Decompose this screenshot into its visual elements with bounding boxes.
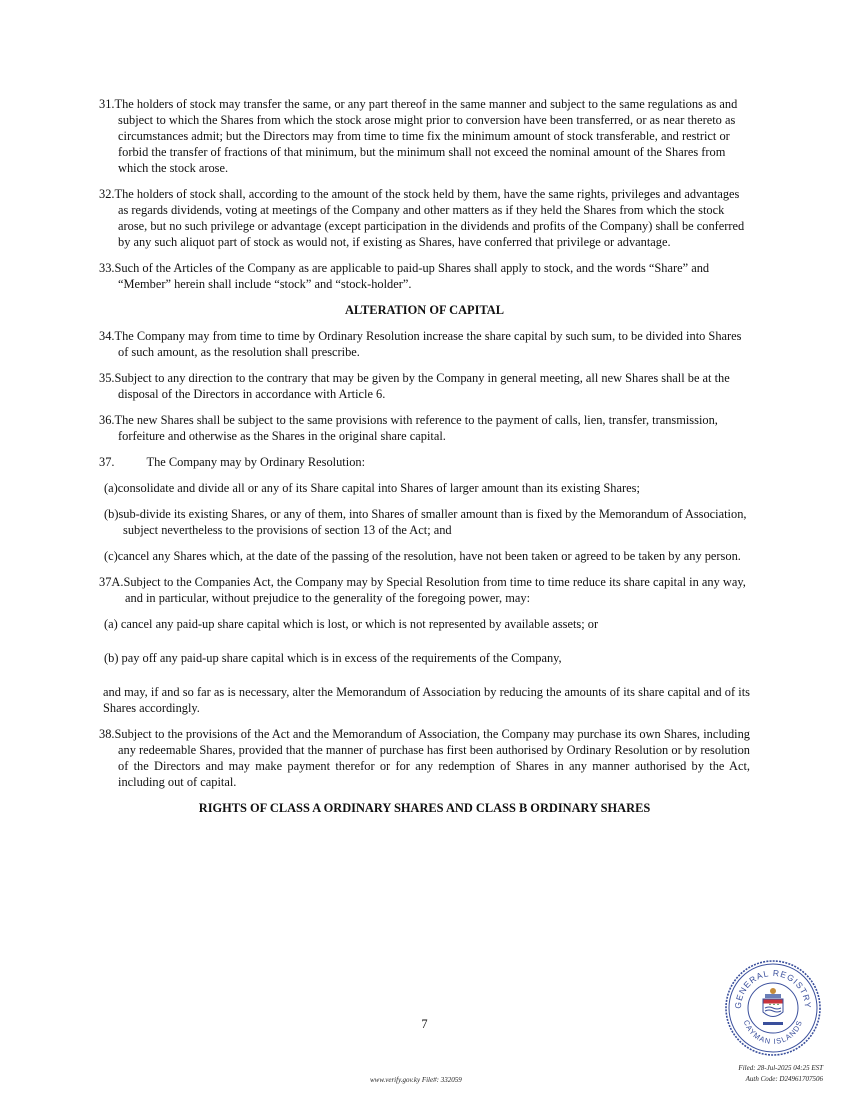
article-number: 34.: [99, 329, 115, 343]
item-text: sub-divide its existing Shares, or any of them, into Shares of smaller amount than is fixed by the Memorandum of Association, subject nevertheless to the provisions of section 13 of the Act; and: [118, 507, 747, 537]
section-heading-alteration-of-capital: ALTERATION OF CAPITAL: [344, 303, 505, 317]
item-label: (a): [104, 481, 118, 495]
article-37-item-a: [104, 480, 750, 496]
item-text: cancel any paid-up share capital which is lost, or which is not represented by available assets; or: [117, 617, 599, 631]
article-text: Subject to the provisions of the Act and the Memorandum of Association, the Company may purchase its own Shares, including any redeemable Shares, provided that the manner of purchase has first been authorised by Ordinary Resolution or by resolution of the Directors and may make payment therefor or for any redemption of Shares in any manner authorised by the Act, including out of capital.: [114, 727, 750, 789]
article-text: The holders of stock shall, according to the amount of the stock held by them, have the same rights, privileges and advantages as regards dividends, voting at meetings of the Company and other matters as if they held the Shares from which the stock arose, but no such privilege or advantage (except participation in the dividends and profits of the Company) shall be conferred by any such aliquot part of stock as would not, if existing as Shares, have conferred that privilege or advantage.: [114, 187, 745, 249]
article-number: 38.: [99, 727, 115, 741]
seal-top-text: GENERAL REGISTRY: [732, 967, 814, 1010]
auth-code: Auth Code: D24961707506: [745, 1075, 823, 1083]
article-38: [99, 726, 750, 790]
article-number: 35.: [99, 371, 115, 385]
seal-bottom-text: CAYMAN ISLANDS: [741, 1018, 805, 1047]
article-text: Subject to any direction to the contrary that may be given by the Company in general meeting, all new Shares shall be at the disposal of the Directors in accordance with Article 6.: [114, 371, 730, 401]
article-number: 37A.: [99, 575, 124, 589]
page-number: 7: [421, 1017, 428, 1031]
article-36: [99, 412, 750, 444]
article-37A-item-a: [104, 616, 750, 632]
article-37A-tail: and may, if and so far as is necessary, alter the Memorandum of Association by reducing the amounts of its share capital and of its Shares accordingly.: [103, 685, 750, 715]
article-number: 32.: [99, 187, 115, 201]
article-32: [99, 186, 750, 250]
article-text: The holders of stock may transfer the same, or any part thereof in the same manner and subject to the same regulations as and subject to which the Shares from which the stock arose might prior to conversion have been transferred, or as near thereto as circumstances admit; but the Directors may from time to time fix the minimum amount of stock transferable, and restrict or forbid the transfer of fractions of that minimum, but the minimum shall not exceed the nominal amount of the Shares from which the stock arose.: [114, 97, 738, 175]
item-label: (c): [104, 549, 118, 563]
article-35: [99, 370, 750, 402]
article-37-item-c: [104, 548, 750, 564]
article-text: The Company may by Ordinary Resolution:: [146, 455, 366, 469]
article-37A: [99, 574, 750, 606]
article-number: 37.: [99, 455, 115, 469]
article-text: Subject to the Companies Act, the Company may by Special Resolution from time to time reduce its share capital in any way, and in particular, without prejudice to the generality of the foregoing power, may:: [123, 575, 746, 605]
article-33: [99, 260, 750, 292]
article-34: [99, 328, 750, 360]
article-number: 31.: [99, 97, 115, 111]
article-number: 33.: [99, 261, 115, 275]
document-body: [99, 96, 750, 816]
filed-timestamp: Filed: 28-Jul-2025 04:25 EST: [738, 1064, 823, 1072]
item-text: consolidate and divide all or any of its Share capital into Shares of larger amount than its existing Shares;: [117, 481, 640, 495]
article-31: [99, 96, 750, 176]
article-text: Such of the Articles of the Company as are applicable to paid-up Shares shall apply to stock, and the words “Share” and “Member” herein shall include “stock” and “stock-holder”.: [114, 261, 710, 291]
article-text: The new Shares shall be subject to the same provisions with reference to the payment of calls, lien, transfer, transmission, forfeiture and otherwise as the Shares in the original share capital.: [114, 413, 718, 443]
article-37: [99, 454, 750, 470]
item-label: (b): [104, 651, 119, 665]
footer-verify-link: www.verify.gov.ky File#: 332059: [370, 1076, 462, 1084]
section-heading-class-rights: RIGHTS OF CLASS A ORDINARY SHARES AND CLASS B ORDINARY SHARES: [198, 801, 651, 815]
footer-filing-info: [663, 1063, 823, 1085]
item-label: (b): [104, 507, 119, 521]
seal-graphic: [723, 958, 823, 1058]
article-37-item-b: [104, 506, 750, 538]
item-text: pay off any paid-up share capital which is in excess of the requirements of the Company,: [118, 651, 562, 665]
coat-of-arms-icon: [763, 988, 783, 1025]
item-label: (a): [104, 617, 118, 631]
article-37A-item-b: [104, 650, 750, 666]
item-text: cancel any Shares which, at the date of the passing of the resolution, have not been taken or agreed to be taken by any person.: [117, 549, 741, 563]
article-text: The Company may from time to time by Ordinary Resolution increase the share capital by such sum, to be divided into Shares of such amount, as the resolution shall prescribe.: [114, 329, 742, 359]
article-number: 36.: [99, 413, 115, 427]
general-registry-seal: [723, 958, 823, 1058]
